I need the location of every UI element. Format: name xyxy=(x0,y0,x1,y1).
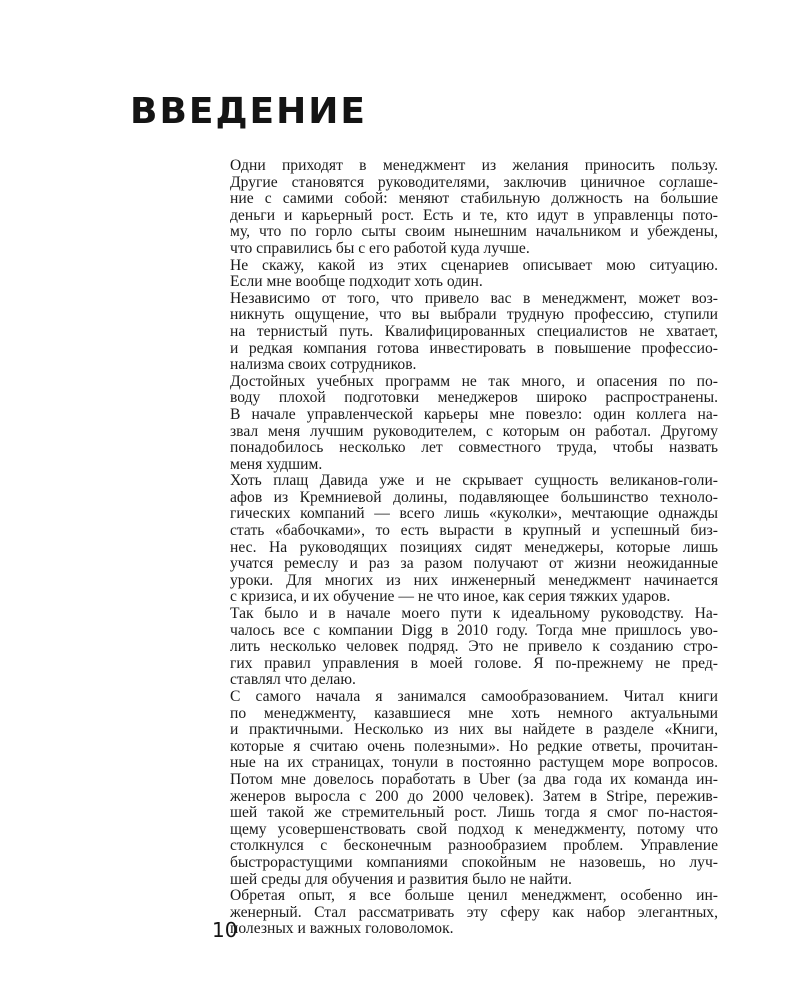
text-line: Обретая опыт, я все больше ценил менеджмент, особенно ин- xyxy=(230,887,718,905)
text-line: Одни приходят в менеджмент из желания приносить пользу. xyxy=(230,157,718,174)
paragraph xyxy=(212,689,718,888)
text-line: шей среды для обучения и развития было не найти. xyxy=(230,870,572,888)
text-line: Независимо от того, что привело вас в менеджмент, может воз- xyxy=(230,289,718,307)
text-line: Если мне вообще подходит хоть один. xyxy=(230,273,483,291)
text-line: гических компаний — всего лишь «куколки», мечтающие однажды xyxy=(230,505,718,523)
text-line: нес. На руководящих позициях сидят менеджеры, которые лишь xyxy=(230,538,718,556)
paragraph xyxy=(212,473,718,606)
text-line: и практичными. Несколько из них вы найдете в разделе «Книги, xyxy=(230,721,718,739)
body-text xyxy=(212,158,718,938)
text-line: деньги и карьерный рост. Есть и те, кто идут в управленцы пото- xyxy=(230,206,718,224)
text-line: ние с самими собой: меняют стабильную должность на бо́льшие xyxy=(230,190,718,208)
text-line: Другие становятся руководителями, заключив циничное соглаше- xyxy=(230,173,718,191)
text-line: никнуть ощущение, что вы выбрали трудную профессию, ступили xyxy=(230,306,718,324)
text-line: женерный. Стал рассматривать эту сферу как набор элегантных, xyxy=(230,903,718,921)
chapter-title: ВВЕДЕНИЕ xyxy=(130,91,367,132)
paragraph xyxy=(212,258,718,291)
text-line: Достойных учебных программ не так много, и опасения по по- xyxy=(230,372,718,390)
page-number: 10 xyxy=(212,918,238,942)
paragraph xyxy=(212,606,718,689)
text-line: что справились бы с его работой куда лучше. xyxy=(230,239,530,257)
text-line: с кризиса, и их обучение — не что иное, как серия тяжких ударов. xyxy=(230,588,671,606)
text-line: учатся ремеслу и раз за разом получают от жизни неожиданные xyxy=(230,555,718,573)
text-line: чалось все с компании Digg в 2010 году. Тогда мне пришлось уво- xyxy=(230,621,718,639)
text-line: которые я считаю очень полезными». Но редкие ответы, прочитан- xyxy=(230,737,718,755)
text-line: быстрорастущими компаниями спокойным не назовешь, но луч- xyxy=(230,853,718,871)
text-line: столкнулся с бесконечным разнообразием проблем. Управление xyxy=(230,837,718,855)
text-line: женеров выросла с 200 до 2000 человек). Затем в Stripe, пережив- xyxy=(230,787,718,805)
text-line: уроки. Для многих из них инженерный менеджмент начинается xyxy=(230,571,718,589)
text-line: афов из Кремниевой долины, подавляющее большинство техноло- xyxy=(230,488,718,506)
text-line: му, что по горло сыты своим нынешним начальником и убеждены, xyxy=(230,223,718,241)
paragraph xyxy=(212,374,718,474)
text-line: понадобилось несколько лет совместного труда, чтобы назвать xyxy=(230,439,718,457)
text-line: нализма своих сотрудников. xyxy=(230,356,417,374)
text-line: Хоть плащ Давида уже и не скрывает сущность великанов-голи- xyxy=(230,472,718,490)
text-line: и редкая компания готова инвестировать в повышение профессио- xyxy=(230,339,718,357)
text-line: щему усовершенствовать свой подход к менеджменту, потому что xyxy=(230,820,718,838)
text-line: С самого начала я занимался самообразованием. Читал книги xyxy=(230,688,718,705)
text-line: по менеджменту, казавшиеся мне хоть немного актуальными xyxy=(230,704,718,722)
text-line: Так было и в начале моего пути к идеальному руководству. На- xyxy=(230,605,718,623)
paragraph xyxy=(212,158,718,258)
text-line: стать «бабочками», то есть вырасти в крупный и успешный биз- xyxy=(230,522,718,540)
text-line: полезных и важных головоломок. xyxy=(230,920,454,938)
text-line: меня худшим. xyxy=(230,455,323,473)
text-line: Не скажу, какой из этих сценариев описывает мою ситуацию. xyxy=(230,256,718,274)
text-line: шей такой же стремительный рост. Лишь тогда я смог по-настоя- xyxy=(230,804,718,822)
text-line: Потом мне довелось поработать в Uber (за два года их команда ин- xyxy=(230,770,718,788)
text-line: на тернистый путь. Квалифицированных специалистов не хватает, xyxy=(230,322,718,340)
text-line: В начале управленческой карьеры мне повезло: один коллега на- xyxy=(230,405,718,423)
paragraph xyxy=(212,291,718,374)
paragraph xyxy=(212,888,718,938)
text-line: гих правил управления в моей голове. Я по-прежнему не пред- xyxy=(230,654,718,672)
text-line: воду плохой подготовки менеджеров широко распространены. xyxy=(230,389,718,407)
text-line: ставлял что делаю. xyxy=(230,671,356,689)
text-line: ные на их страницах, тонули в постоянно растущем море вопросов. xyxy=(230,754,718,772)
text-line: звал меня лучшим руководителем, с которым он работал. Другому xyxy=(230,422,718,440)
text-line: лить несколько человек подряд. Это не привело к созданию стро- xyxy=(230,638,718,656)
